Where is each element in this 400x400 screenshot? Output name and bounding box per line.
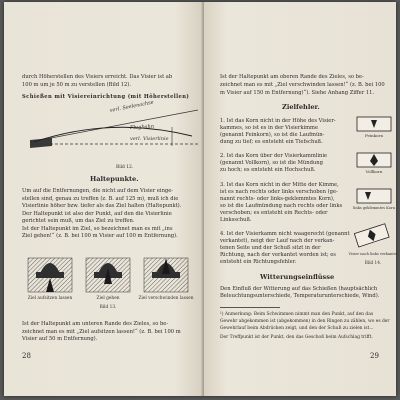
error-line: kammes, so ist es in der Visierkimme [220,125,319,131]
intro-line: durch Höherstellen des Visiers erreicht. Das Visier ist ab [22,74,173,80]
label-vanish: Ziel verschwinden lassen [138,296,194,301]
error-line: so ist die Laufmündung nach rechts oder links [220,203,343,209]
bore-axis-line [30,110,198,142]
fine-sight-icon [356,116,392,140]
aiming-points-figure [22,244,194,312]
figure-caption: Bild 12. [116,165,134,170]
body-line: stellen sind, genau zu treffen (z. B. auf 125 m), muß ich die [22,195,179,202]
body-line: zeichnet man es mit „Ziel aufsitzen lassen!“ (z. B. bei 100 m [22,328,181,335]
body-line: Ist der Haltepunkt im Ziel, so bezeichnet man es mit „ins [22,225,173,232]
icon-label: Visier nach links verkantet [348,252,398,256]
body-line: Um auf die Entfernungen, die nicht auf dem Visier einge- [22,188,174,194]
body-line: Ist der Haltepunkt am oberen Rande des Zieles, so be- [220,74,364,80]
error-line: zu hoch; es entsteht ein Hochschuß. [220,167,316,173]
footnote-line: Gewehr abgekommen ist (abgekommen) in den Ringen zu zählen, wo es der [220,319,390,324]
label-trajectory: Flugbahn [129,123,155,131]
body-line: m Visier auf 150 m Entfernung)“). Siehe Anhang Ziffer 11. [220,90,375,96]
icon-label: Vollkorn [365,169,383,174]
heading-zielfehler: Zielfehler. [282,103,320,111]
page-number: 28 [22,352,31,360]
label-center: Ziel gehen [96,296,120,301]
heading-haltepunkte: Haltepunkte. [90,175,139,183]
trajectory-figure [12,99,200,172]
clamped-sight-icon [353,188,395,218]
footnote-line: ¹) Anmerkung: Beim Schwimmen nimmt man den Punkt, auf den das [220,312,374,317]
weather-line: Beleuchtungsunterschiede, Temperaturunterschiede, Wind). [220,293,380,299]
error-line: Richtung, nach der verkantet worden ist; es [220,252,336,258]
figure-center-target [86,258,130,292]
full-sight-icon [356,152,392,176]
right-page [204,2,396,396]
icon-label: Feinkorn [364,133,384,138]
body-line: Der Haltepunkt ist also der Punkt, auf den die Visierlinie [22,210,172,217]
body-line: zeichnet man es mit „Ziel verschwinden lassen!“ (z. B. bei 100 [220,82,385,88]
error-line: 3. Ist das Korn nicht in der Mitte der Kimme, [220,182,339,188]
body-line: Visierlinie höher bzw. tiefer als das Ziel halten (Haltepunkt). [22,203,182,209]
body-line: Visier auf 50 m Entfernung). [22,336,98,342]
error-line: dung zu tief; es entsteht ein Tiefschuß. [220,139,323,145]
error-line: entsteht ein Richtungsfehler. [220,259,297,265]
body-line: Ist der Haltepunkt am unteren Rande des Zieles, so be- [22,321,169,327]
error-line: 4. Ist der Visierkamm nicht waagerecht (genannt [220,231,350,237]
left-page [4,2,204,396]
error-line: verschoben; es entsteht ein Rechts- oder [220,210,328,216]
error-line: (genannt Vollkorn), so ist die Mündung [220,160,323,166]
heading-weather: Witterungseinflüsse [260,273,335,281]
weather-line: Den Einfluß der Witterung auf das Schießen (hauptsächlich [220,286,378,292]
body-line: gerichtet sein muß, um das Ziel zu treffen. [22,218,135,224]
error-line: (genannt Feinkorn), so ist die Laufmün- [220,132,325,138]
body-line: Ziel gehen!“ (z. B. bei 100 m Visier auf 100 m Entfernung). [22,233,178,239]
figure-sit-target [28,258,72,292]
figure-caption: Bild 13. [99,305,117,310]
canted-sight-icon [348,224,398,270]
section-title: Schießen mit Visiereinrichtung (mit Höherstellen) [22,94,190,100]
figure-vanish-target [144,258,188,292]
error-line: verkantet), neigt der Lauf nach der verkan- [220,238,335,244]
intro-line: 100 m um je 50 m zu verstellen (Bild 12). [22,82,131,88]
label-bore-axis: verl. Seelenachse [109,99,155,114]
error-line: 2. Ist das Korn über der Visierkammlinie [220,153,328,159]
error-line: tenen Seite und der Schuß sitzt in der [220,245,321,251]
footnote-line: Der Treffpunkt ist der Punkt, den das Geschoß beim Aufschlag trifft. [220,335,373,340]
figure-caption: Bild 14. [364,260,382,265]
page-number: 29 [370,352,379,360]
error-line: Linksschuß. [220,217,252,223]
footnote-rule [220,307,280,308]
label-sit: Ziel aufsitzen lassen [27,296,73,301]
book-spread [4,2,396,396]
footnote-line: Gewehrlauf beim Abdrücken zeigt, und den der Schuß zu zielen ist... [220,326,374,331]
label-sight-line: verl. Visierlinie [130,136,169,142]
error-line: 1. Ist das Korn nicht in der Höhe des Visier- [220,118,336,124]
error-line: ist es nach rechts oder links verschoben (ge- [220,189,338,195]
error-line: nannt rechts- oder links-geklemmtes Korn), [220,196,335,202]
icon-label: links geklemmtes Korn [353,206,395,210]
